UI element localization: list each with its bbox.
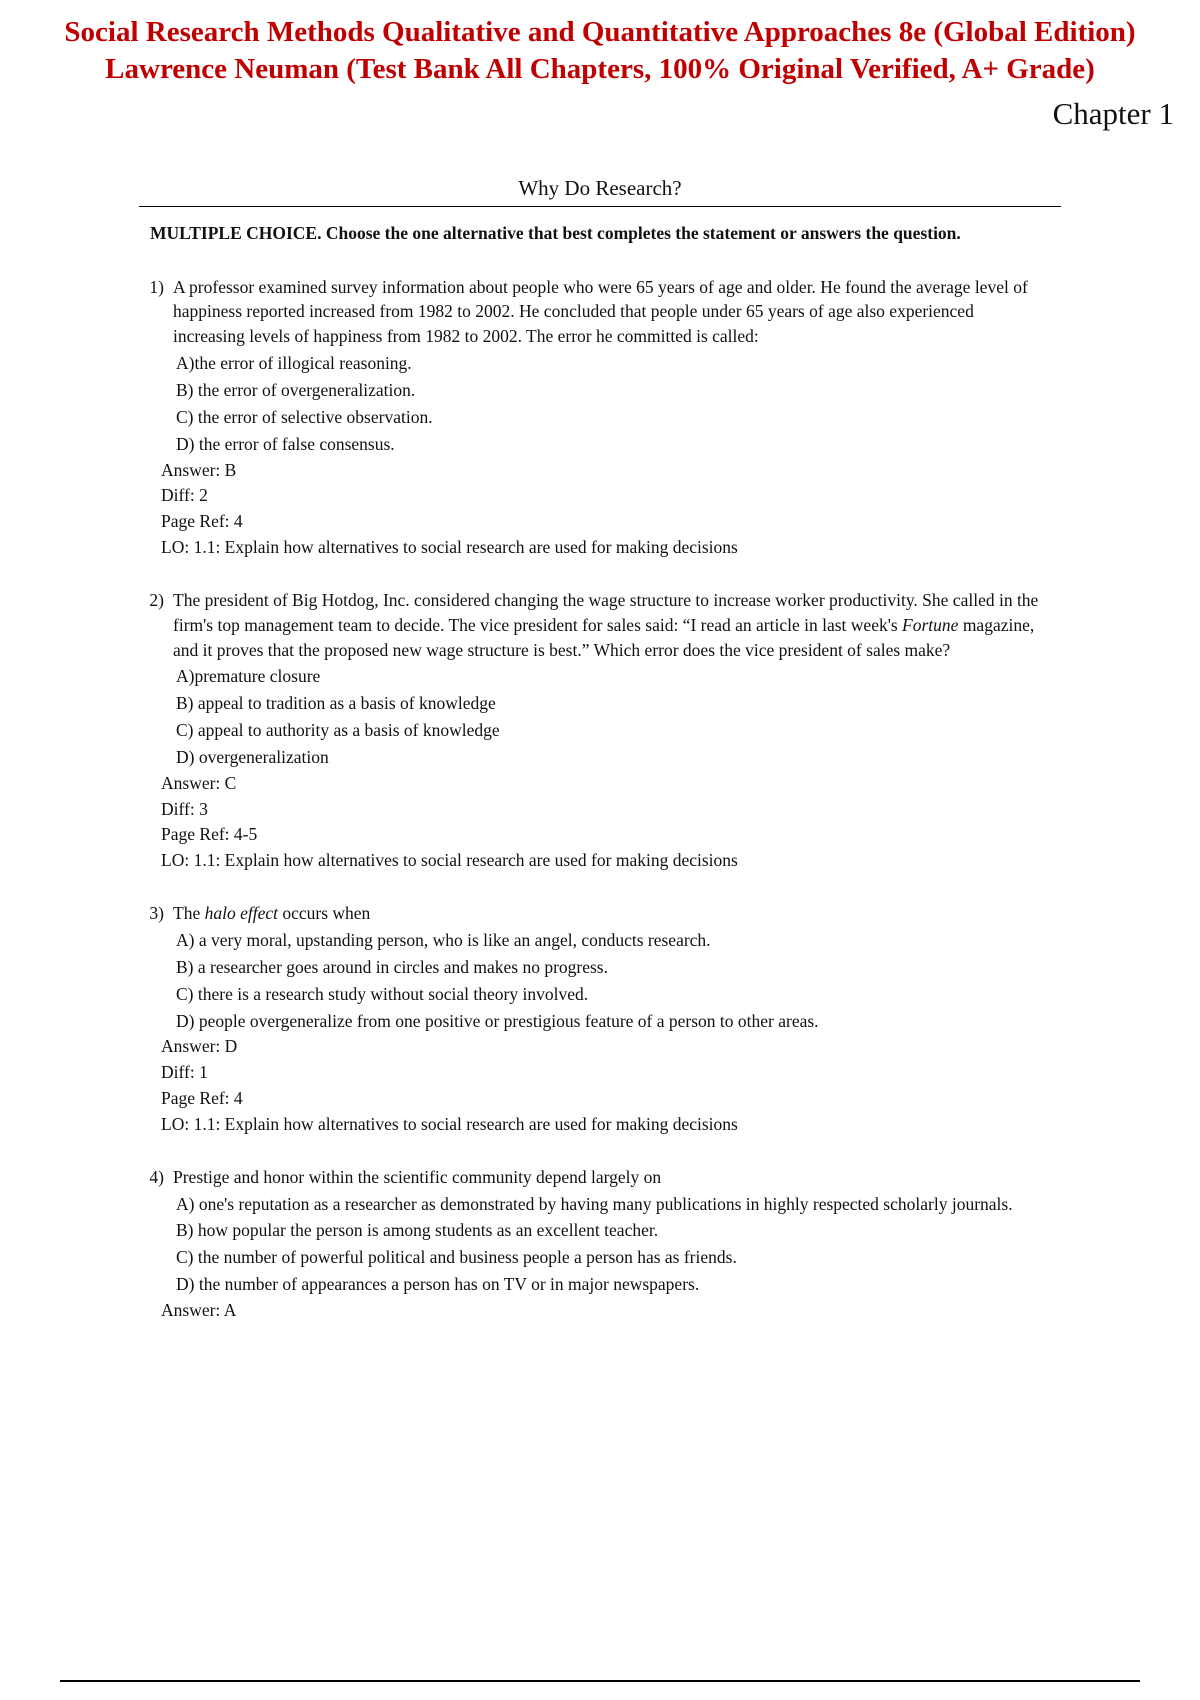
- choice-option[interactable]: B) how popular the person is among students as an excellent teacher.: [176, 1220, 659, 1241]
- answer-text: Answer: C: [161, 772, 237, 793]
- choice-option[interactable]: B) appeal to tradition as a basis of knowledge: [176, 693, 496, 714]
- question-stem: Prestige and honor within the scientific community depend largely on: [173, 1166, 662, 1187]
- choice-list: [176, 1192, 1050, 1297]
- question-stem: The halo effect occurs when: [173, 903, 371, 924]
- page-ref-text: Page Ref: 4-5: [161, 824, 258, 845]
- question-block: [0, 588, 1200, 873]
- answer-text: Answer: B: [161, 459, 237, 480]
- choice-option[interactable]: C) appeal to authority as a basis of knowledge: [176, 720, 500, 741]
- document-title: Social Research Methods Qualitative and Quantitative Approaches 8e (Global Edition) Lawrence Neuman (Test Bank All Chapters, 100% Original Verified, A+ Grade): [64, 16, 1136, 86]
- instructions-text: MULTIPLE CHOICE. Choose the one alternative that best completes the statement or answers the question.: [150, 223, 961, 244]
- choice-option[interactable]: A) one's reputation as a researcher as demonstrated by having many publications in highly respected scholarly journals.: [176, 1193, 1013, 1214]
- questions-list: [0, 275, 1200, 1323]
- question-stem: A professor examined survey information about people who were 65 years of age and older. He found the average level of happiness reported increased from 1982 to 2002. He concluded that people under 65 years of age also experienced increasing levels of happiness from 1982 to 2002. The error he committed is called:: [173, 276, 1028, 347]
- choice-option[interactable]: D) the number of appearances a person has on TV or in major newspapers.: [176, 1274, 700, 1295]
- choice-option[interactable]: D) people overgeneralize from one positive or prestigious feature of a person to other areas.: [176, 1010, 819, 1031]
- difficulty-text: Diff: 2: [161, 485, 208, 506]
- question-stem-row: [138, 1165, 1050, 1190]
- chapter-label: Chapter 1: [1052, 96, 1174, 132]
- question-stem-row: [138, 588, 1050, 663]
- choice-option[interactable]: B) a researcher goes around in circles and makes no progress.: [176, 956, 608, 977]
- question-stem-row: [138, 901, 1050, 926]
- learning-objective-text: LO: 1.1: Explain how alternatives to social research are used for making decisions: [161, 537, 738, 558]
- question-meta: [161, 1298, 1050, 1323]
- footer-divider: [60, 1680, 1140, 1682]
- choice-option[interactable]: D) overgeneralization: [176, 746, 329, 767]
- choice-option[interactable]: A) a very moral, upstanding person, who is like an angel, conducts research.: [176, 930, 711, 950]
- answer-text: Answer: D: [161, 1036, 238, 1057]
- question-meta: [161, 458, 1050, 560]
- choice-option[interactable]: C) the number of powerful political and business people a person has as friends.: [176, 1247, 737, 1268]
- question-block: [0, 1165, 1200, 1323]
- choice-list: [176, 928, 1050, 1033]
- difficulty-text: Diff: 1: [161, 1062, 208, 1083]
- section-heading: Why Do Research?: [518, 176, 682, 201]
- learning-objective-text: LO: 1.1: Explain how alternatives to social research are used for making decisions: [161, 850, 738, 871]
- choice-option[interactable]: B) the error of overgeneralization.: [176, 379, 416, 400]
- question-number: 4): [149, 1166, 164, 1187]
- question-number: 2): [149, 589, 164, 610]
- question-meta: [161, 771, 1050, 873]
- choice-option[interactable]: A)premature closure: [176, 666, 321, 687]
- answer-text: Answer: A: [161, 1299, 237, 1320]
- difficulty-text: Diff: 3: [161, 798, 208, 819]
- choice-option[interactable]: C) there is a research study without social theory involved.: [176, 983, 589, 1004]
- choice-option[interactable]: D) the error of false consensus.: [176, 433, 395, 454]
- question-number: 3): [149, 903, 164, 924]
- choice-option[interactable]: A)the error of illogical reasoning.: [176, 353, 412, 374]
- page-ref-text: Page Ref: 4: [161, 511, 243, 532]
- question-stem: The president of Big Hotdog, Inc. considered changing the wage structure to increase worker productivity. She called in the firm's top management team to decide. The vice president for sales said: “I read an article in last week's Fortune magazine, and it proves that the proposed new wage structure is best.” Which error does the vice president of sales make?: [173, 589, 1039, 660]
- question-meta: [161, 1034, 1050, 1136]
- question-block: [0, 901, 1200, 1137]
- choice-list: [176, 351, 1050, 456]
- section-divider: [139, 206, 1061, 207]
- question-stem-row: [138, 275, 1050, 350]
- choice-option[interactable]: C) the error of selective observation.: [176, 406, 433, 427]
- page-ref-text: Page Ref: 4: [161, 1088, 243, 1109]
- choice-list: [176, 664, 1050, 769]
- question-number: 1): [149, 276, 164, 297]
- question-block: [0, 275, 1200, 560]
- learning-objective-text: LO: 1.1: Explain how alternatives to social research are used for making decisions: [161, 1113, 738, 1134]
